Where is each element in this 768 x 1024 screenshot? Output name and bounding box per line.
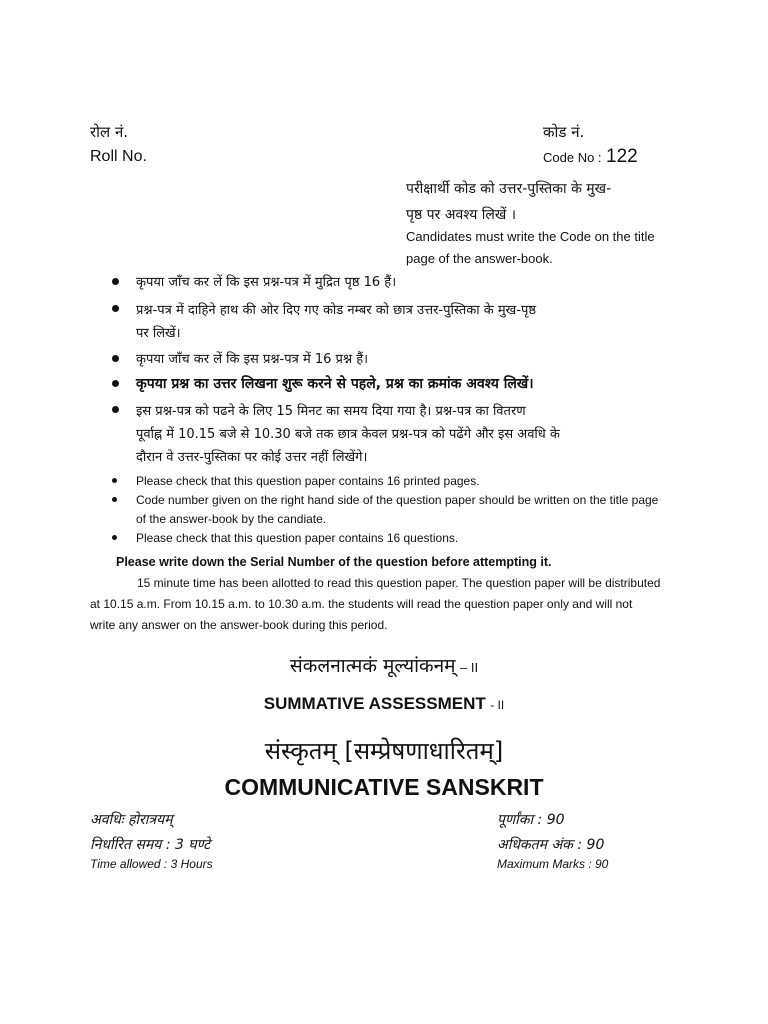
english-instruction-item bbox=[112, 529, 458, 548]
instruction-text: पूर्वाह्न में 10.15 बजे से 10.30 बजे तक छात्र केवल प्रश्न-पत्र को पढेंगे और इस अवधि के bbox=[136, 427, 560, 442]
subject-title-sanskrit: संस्कृतम् [सम्प्रेषणाधारितम्] bbox=[264, 737, 504, 765]
hindi-instruction-item bbox=[112, 349, 368, 367]
bullet-icon bbox=[112, 355, 119, 362]
code-note-hindi-line: परीक्षार्थी कोड को उत्तर-पुस्तिका के मुख- bbox=[406, 181, 612, 197]
time-allowed: Time allowed : 3 Hours bbox=[90, 857, 213, 871]
code-number: 122 bbox=[606, 146, 638, 167]
bullet-icon bbox=[112, 535, 117, 540]
instruction-text: कृपया प्रश्न का उत्तर लिखना शुरू करने से पहले, प्रश्न का क्रमांक अवश्य लिखें। bbox=[136, 376, 534, 392]
serial-number-note: Please write down the Serial Number of the question before attempting it. bbox=[116, 555, 552, 569]
code-label: Code No : bbox=[543, 150, 602, 165]
bullet-icon bbox=[112, 478, 117, 483]
reading-time-paragraph bbox=[90, 573, 710, 636]
instruction-text: Please check that this question paper contains 16 printed pages. bbox=[136, 474, 480, 488]
code-note-hindi bbox=[406, 176, 678, 228]
code-note-english-line: Candidates must write the Code on the title bbox=[406, 229, 655, 244]
paragraph-line: 15 minute time has been allotted to read this question paper. The question paper will be distributed bbox=[137, 576, 661, 590]
full-marks-sanskrit: पूर्णांका : 90 bbox=[497, 812, 565, 828]
bullet-icon bbox=[112, 497, 117, 502]
english-instruction-item bbox=[112, 472, 480, 491]
title-suffix: - II bbox=[490, 698, 505, 712]
title-text: SUMMATIVE ASSESSMENT bbox=[263, 694, 486, 713]
summative-title-hindi bbox=[0, 652, 768, 678]
paragraph-line: write any answer on the answer-book during this period. bbox=[90, 618, 388, 632]
hindi-instruction-item bbox=[112, 272, 396, 290]
paragraph-line: at 10.15 a.m. From 10.15 a.m. to 10.30 a.m. the students will read the question paper only and will not bbox=[90, 597, 633, 611]
instruction-text: प्रश्न-पत्र में दाहिने हाथ की ओर दिए गए कोड नम्बर को छात्र उत्तर-पुस्तिका के मुख-पृष्ठ bbox=[136, 303, 537, 318]
bullet-icon bbox=[112, 278, 119, 285]
code-note-english bbox=[406, 226, 655, 270]
roll-label: Roll No. bbox=[90, 148, 147, 165]
max-marks: Maximum Marks : 90 bbox=[497, 857, 609, 871]
roll-label-hindi: रोल नं. bbox=[90, 123, 129, 141]
bullet-icon bbox=[112, 380, 119, 387]
max-marks-hindi: अधिकतम अंक : 90 bbox=[497, 837, 605, 853]
english-instruction-item bbox=[112, 491, 658, 529]
instruction-text: पर लिखें। bbox=[136, 326, 181, 341]
code-note-hindi-line: पृष्ठ पर अवश्य लिखें । bbox=[406, 207, 517, 223]
instruction-text: Code number given on the right hand side of the question paper should be written on the title page bbox=[136, 493, 659, 507]
duration-sanskrit: अवधिः होरात्रयम् bbox=[90, 812, 173, 828]
code-number-block bbox=[543, 146, 638, 168]
title-suffix: – II bbox=[459, 660, 479, 675]
bullet-icon bbox=[112, 406, 119, 413]
instruction-text: कृपया जाँच कर लें कि इस प्रश्न-पत्र में 16 प्रश्न हैं। bbox=[136, 352, 369, 367]
hindi-instruction-item bbox=[112, 374, 534, 393]
hindi-instruction-item bbox=[112, 299, 716, 345]
bullet-icon bbox=[112, 305, 119, 312]
time-allowed-hindi: निर्धारित समय : 3 घण्टे bbox=[90, 837, 211, 853]
subject-title-english: COMMUNICATIVE SANSKRIT bbox=[224, 774, 544, 800]
instruction-text: Please check that this question paper contains 16 questions. bbox=[136, 531, 459, 545]
summative-title-english bbox=[0, 694, 768, 714]
title-text: संकलनात्मकं मूल्यांकनम् bbox=[289, 655, 456, 677]
code-note-english-line: page of the answer-book. bbox=[406, 251, 553, 266]
instruction-text: इस प्रश्न-पत्र को पढने के लिए 15 मिनट का समय दिया गया है। प्रश्न-पत्र का वितरण bbox=[136, 404, 526, 419]
instruction-text: of the answer-book by the candiate. bbox=[136, 512, 327, 526]
code-label-hindi: कोड नं. bbox=[543, 123, 585, 141]
instruction-text: कृपया जाँच कर लें कि इस प्रश्न-पत्र में मुद्रित पृष्ठ 16 हैं। bbox=[136, 275, 397, 290]
hindi-instruction-item bbox=[112, 400, 560, 469]
instruction-text: दौरान वे उत्तर-पुस्तिका पर कोई उत्तर नहीं लिखेंगे। bbox=[136, 450, 368, 465]
